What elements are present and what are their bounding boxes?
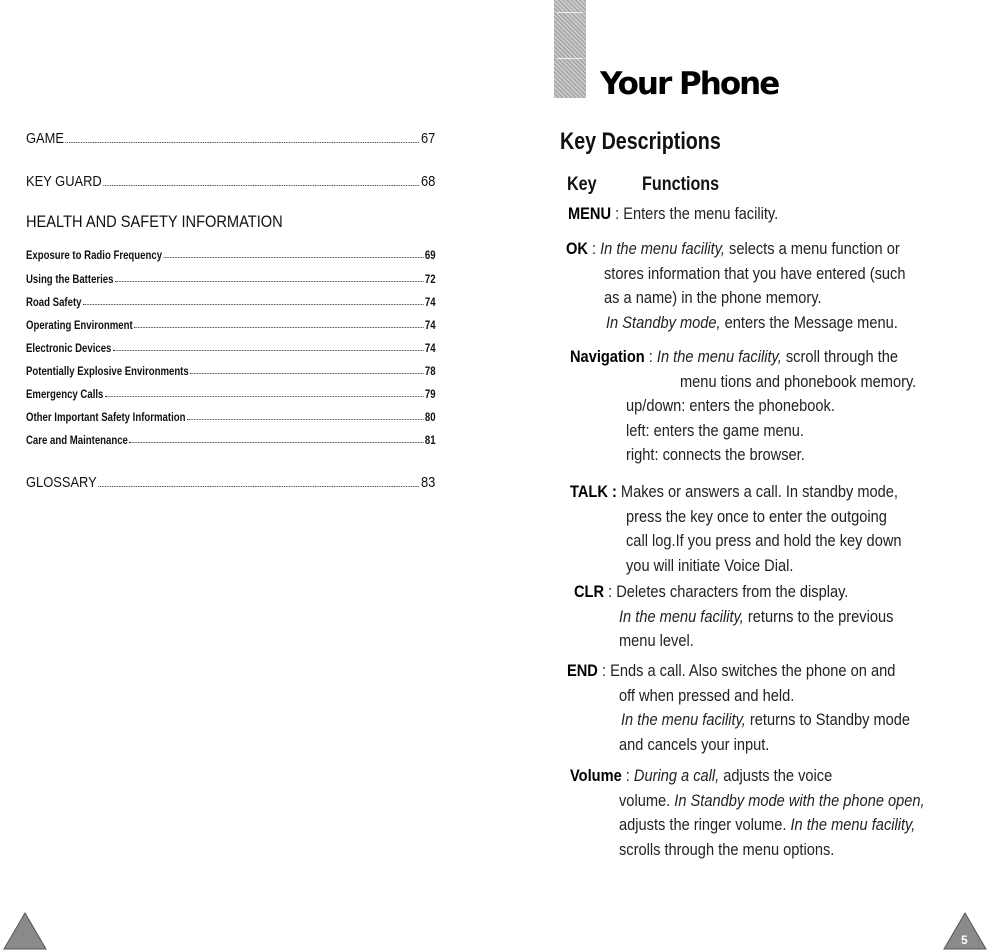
description-text: Ends a call. Also switches the phone on and: [610, 661, 896, 680]
description-italic: In the menu facility,: [790, 815, 916, 834]
separator: :: [621, 766, 634, 785]
description-text: adjusts the voice: [719, 766, 833, 785]
description-text: scroll through the: [781, 347, 899, 366]
toc-entry[interactable]: [26, 248, 436, 262]
toc-leader-dots: [115, 281, 423, 282]
toc-label: Operating Environment: [26, 318, 133, 332]
toc-entry[interactable]: [26, 364, 436, 378]
description-text: left: enters the game menu.: [626, 420, 804, 440]
toc-leader-dots: [190, 373, 423, 374]
toc-entry[interactable]: [26, 318, 436, 332]
description-italic: In the menu facility,: [600, 239, 725, 258]
toc-label: Exposure to Radio Frequency: [26, 248, 163, 262]
description-italic: In the menu facility,: [619, 606, 744, 626]
content-page: [470, 0, 990, 951]
description-text: menu level.: [619, 631, 694, 650]
description-text: Makes or answers a call. In standby mode,: [616, 482, 898, 501]
toc-entry[interactable]: [26, 341, 436, 355]
toc-page-number: 69: [424, 248, 436, 262]
toc-label: Care and Maintenance: [26, 433, 128, 447]
chapter-title: Your Phone: [600, 66, 779, 102]
toc-entry-key-guard[interactable]: [26, 173, 435, 190]
toc-label: Electronic Devices: [26, 341, 112, 355]
description-italic: In the menu facility,: [656, 347, 782, 366]
description-text: scrolls through the menu options.: [619, 839, 835, 859]
description-text: press the key once to enter the outgoing: [626, 506, 887, 526]
description-text: off when pressed and held.: [619, 685, 795, 705]
description-text: menu tions and phonebook memory.: [680, 371, 917, 391]
description-italic: In Standby mode,: [606, 312, 721, 332]
toc-leader-dots: [83, 304, 423, 305]
separator: :: [597, 661, 611, 680]
separator: :: [611, 204, 624, 223]
separator: :: [604, 582, 617, 601]
corner-triangle-icon: [2, 911, 48, 951]
description-text: adjusts the ringer volume.: [619, 815, 791, 834]
description-text: right: connects the browser.: [626, 445, 805, 464]
description-text: and cancels your input.: [619, 734, 770, 754]
toc-label: KEY GUARD: [26, 173, 102, 190]
key-entry-volume: [570, 764, 974, 862]
column-header-functions: Functions: [642, 174, 720, 195]
description-text: up/down: enters the phonebook.: [626, 396, 835, 415]
toc-page-number: 68: [421, 173, 436, 190]
key-entry-menu: [568, 202, 812, 227]
toc-entry-glossary[interactable]: [26, 474, 435, 491]
toc-entry[interactable]: [26, 387, 436, 401]
description-italic: In the menu facility,: [621, 710, 746, 729]
toc-heading-health-safety: HEALTH AND SAFETY INFORMATION: [26, 212, 283, 231]
toc-leader-dots: [66, 142, 420, 143]
description-text: returns to the previous: [743, 606, 894, 626]
toc-label: Other Important Safety Information: [26, 410, 186, 424]
toc-leader-dots: [130, 442, 424, 443]
toc-entry[interactable]: [26, 433, 436, 447]
key-name: Volume: [570, 766, 622, 785]
key-entry-navigation: [570, 345, 955, 468]
toc-leader-dots: [103, 185, 419, 186]
description-italic: During a call,: [633, 766, 720, 785]
toc-page-number: 74: [424, 295, 436, 309]
toc-entry[interactable]: [26, 410, 436, 424]
separator: :: [644, 347, 657, 366]
toc-label: Road Safety: [26, 295, 82, 309]
description-text: as a name) in the phone memory.: [604, 288, 822, 307]
description-text: call log.If you press and hold the key down: [626, 531, 902, 550]
key-entry-talk: [570, 480, 951, 578]
chapter-tab-marker: [554, 0, 586, 98]
toc-page-number: 74: [424, 318, 436, 332]
key-entry-ok: [566, 237, 955, 335]
toc-page-number: 79: [424, 387, 436, 401]
toc-entry-game[interactable]: [26, 130, 435, 147]
description-text: stores information that you have entered (such: [604, 263, 906, 283]
toc-leader-dots: [134, 327, 423, 328]
separator: :: [587, 239, 601, 258]
toc-leader-dots: [105, 396, 423, 397]
toc-page-number: 67: [421, 130, 436, 147]
key-name: CLR: [574, 582, 605, 601]
toc-leader-dots: [98, 486, 419, 487]
description-text: Enters the menu facility.: [623, 204, 779, 223]
toc-leader-dots: [113, 350, 423, 351]
toc-page-number: 74: [424, 341, 436, 355]
page-number: 5: [961, 933, 968, 947]
description-text: selects a menu function or: [724, 239, 900, 258]
toc-label: GAME: [26, 130, 65, 147]
description-text: volume.: [619, 790, 675, 810]
column-header-key: Key: [567, 174, 597, 195]
toc-label: GLOSSARY: [26, 474, 97, 491]
section-title: Key Descriptions: [560, 128, 721, 155]
description-italic: In Standby mode with the phone open,: [674, 790, 925, 810]
toc-page-number: 78: [424, 364, 436, 378]
key-entry-clr: [574, 580, 938, 654]
description-text: returns to Standby mode: [745, 710, 911, 729]
key-name: MENU: [568, 204, 612, 223]
key-name: OK: [566, 239, 588, 258]
description-text: you will initiate Voice Dial.: [626, 555, 794, 575]
toc-leader-dots: [164, 257, 424, 258]
toc-entry[interactable]: [26, 272, 436, 286]
toc-label: Using the Batteries: [26, 272, 114, 286]
description-text: enters the Message menu.: [720, 312, 898, 332]
key-name: Navigation: [570, 347, 645, 366]
toc-label: Potentially Explosive Environments: [26, 364, 189, 378]
toc-page-number: 81: [424, 433, 436, 447]
key-entry-end: [567, 659, 957, 757]
key-name: END: [567, 661, 598, 680]
toc-page: [0, 0, 470, 951]
toc-page-number: 72: [424, 272, 436, 286]
toc-leader-dots: [187, 419, 423, 420]
description-text: Deletes characters from the display.: [616, 582, 849, 601]
toc-label: Emergency Calls: [26, 387, 104, 401]
toc-page-number: 80: [424, 410, 436, 424]
toc-entry[interactable]: [26, 295, 436, 309]
key-name: TALK :: [570, 482, 617, 501]
toc-page-number: 83: [421, 474, 436, 491]
